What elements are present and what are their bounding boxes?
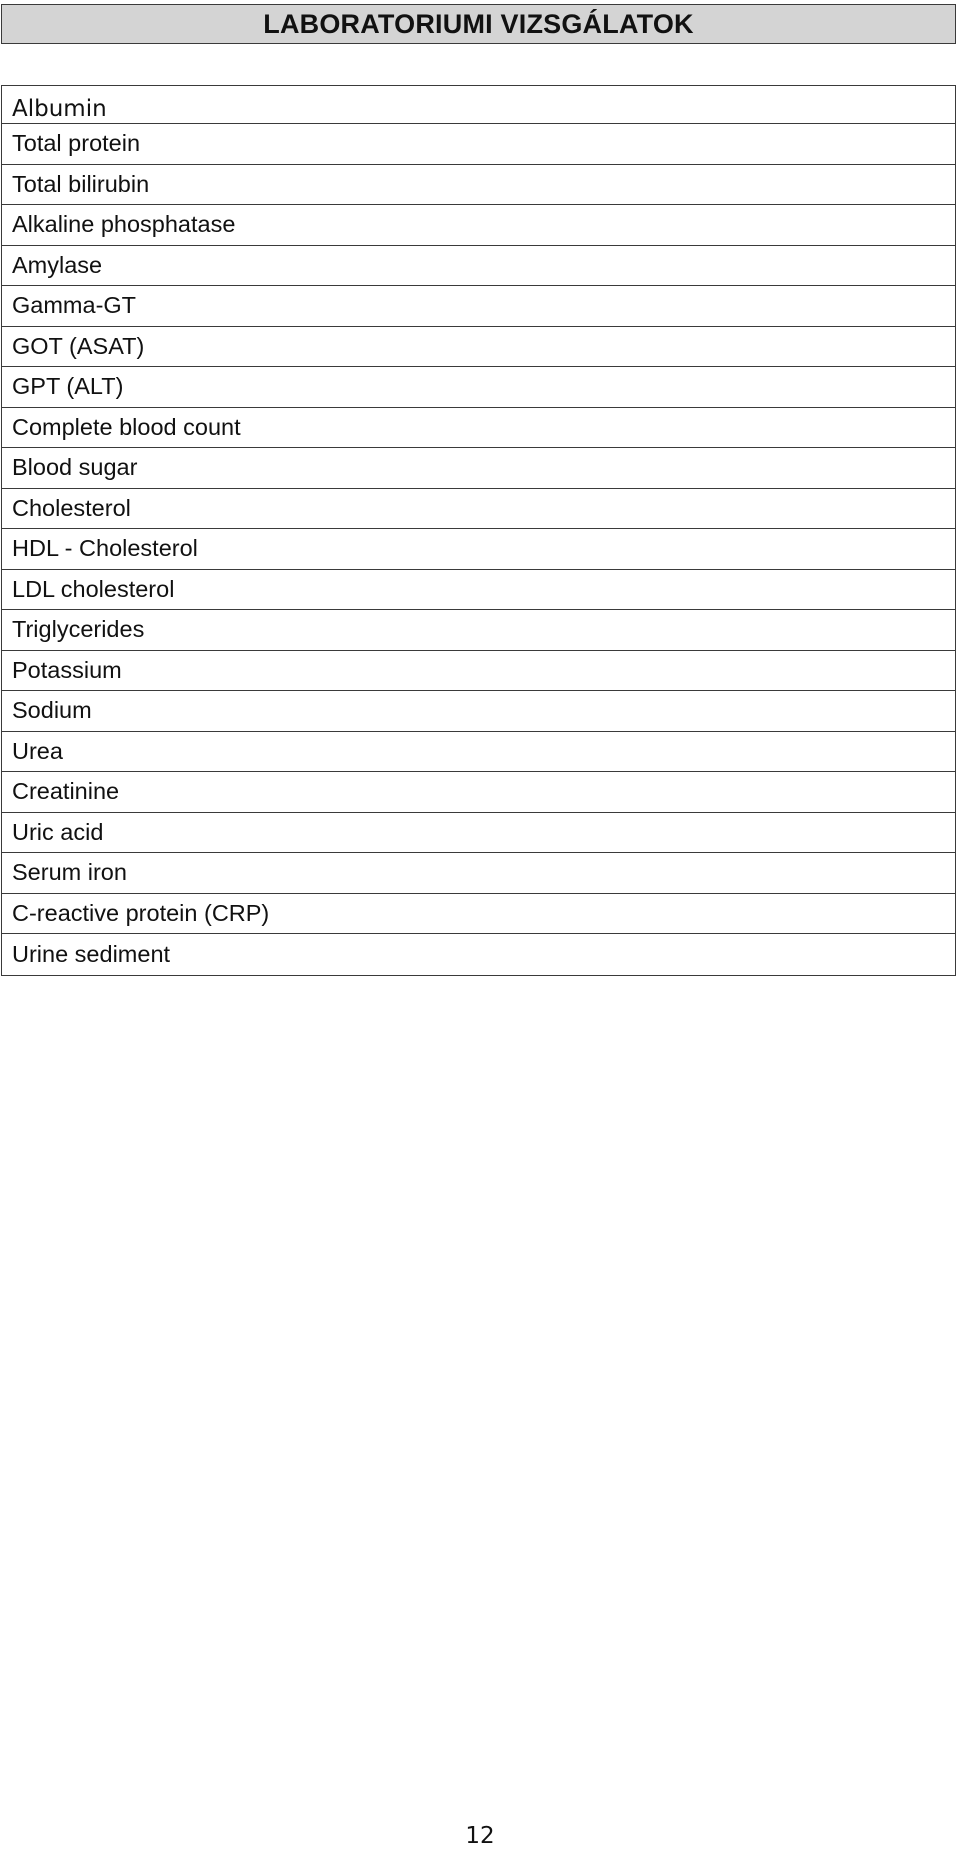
table-row-gpt-alt: GPT (ALT) [2, 367, 955, 408]
table-row-cholesterol: Cholesterol [2, 489, 955, 530]
table-row-uric-acid: Uric acid [2, 813, 955, 854]
table-row-potassium: Potassium [2, 651, 955, 692]
table-row-serum-iron: Serum iron [2, 853, 955, 894]
table-row-total-protein: Total protein [2, 124, 955, 165]
table-row-ldl-cholesterol: LDL cholesterol [2, 570, 955, 611]
table-row-urine-sediment: Urine sediment [12, 940, 171, 967]
table-row-blood-sugar: Blood sugar [2, 448, 955, 489]
table-row-got-asat: GOT (ASAT) [2, 327, 955, 368]
table-row-total-bilirubin: Total bilirubin [2, 165, 955, 206]
table-row-creatinine: Creatinine [2, 772, 955, 813]
page-number: 12 [465, 1823, 495, 1849]
table-row-alkaline-phosphatase: Alkaline phosphatase [2, 205, 955, 246]
table-row-hdl-cholesterol: HDL - Cholesterol [2, 529, 955, 570]
page-title: LABORATORIUMI VIZSGÁLATOK [263, 8, 694, 39]
table-row-complete-blood-count: Complete blood count [2, 408, 955, 449]
table-row-amylase: Amylase [2, 246, 955, 287]
table-row-c-reactive-protein: C-reactive protein (CRP) [2, 894, 955, 935]
table-row-triglycerides: Triglycerides [2, 610, 955, 651]
table-row-urea: Urea [2, 732, 955, 773]
table-row-sodium: Sodium [2, 691, 955, 732]
page-title-box [1, 4, 956, 44]
table-row-gamma-gt: Gamma-GT [2, 286, 955, 327]
lab-tests-table [1, 85, 956, 976]
table-row-albumin: Albumin [2, 86, 955, 124]
